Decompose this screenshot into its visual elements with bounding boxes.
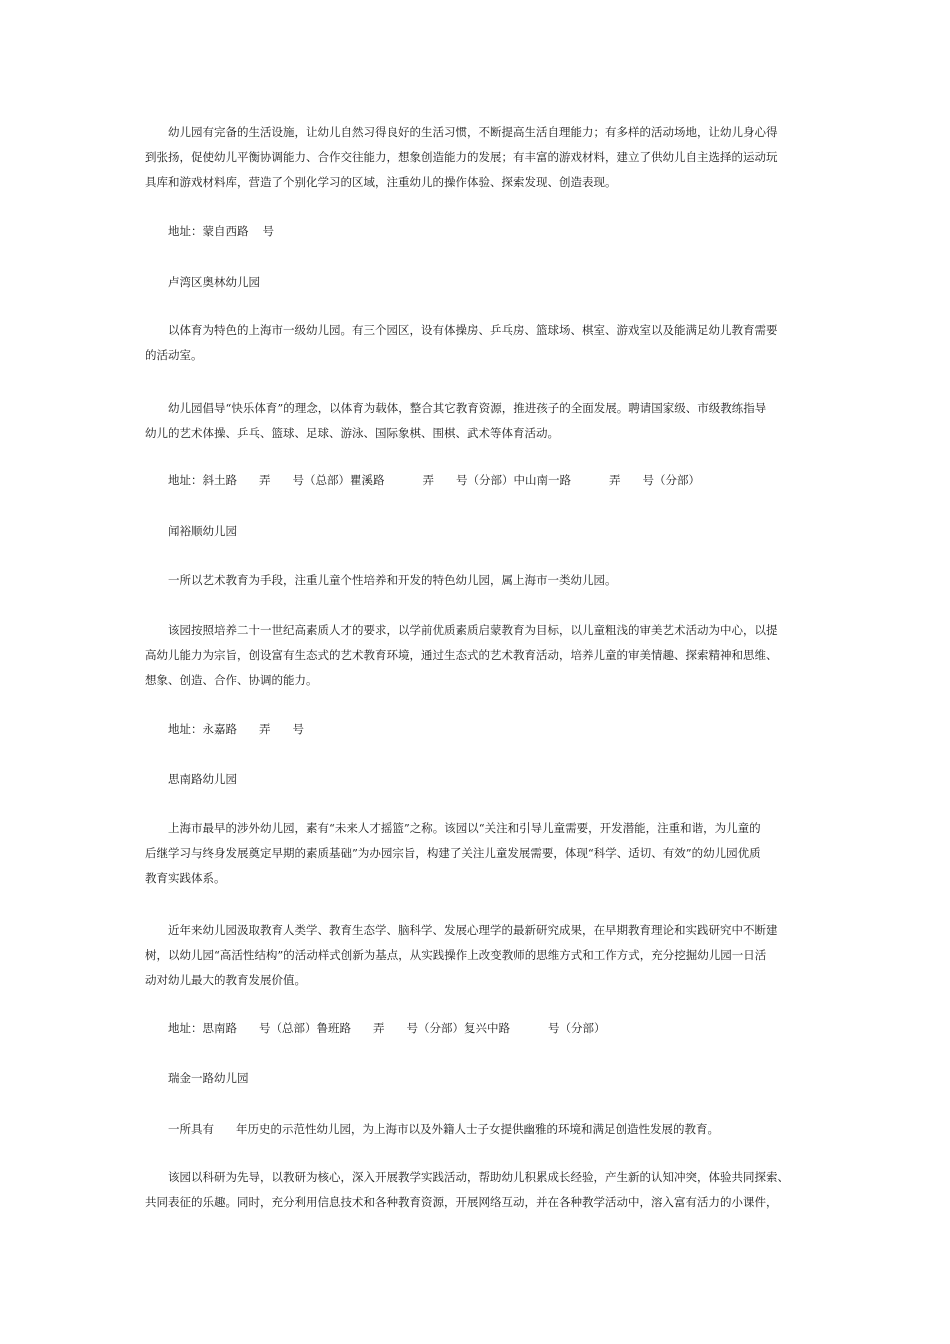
text-line: 上海市最早的涉外幼儿园，素有“未来人才摇篮”之称。该园以“关注和引导儿童需要，开发潜能，注重和谐，为儿童的 (168, 821, 761, 835)
kindergarten-name: 闻裕顺幼儿园 (168, 524, 237, 538)
address-text: 号（总部）鲁班路 (259, 1021, 351, 1035)
kindergarten-name: 卢湾区奥林幼儿园 (168, 275, 260, 289)
text-segment: 年历史的示范性幼儿园，为上海市以及外籍人士子女提供幽雅的环境和满足创造性发展的教育。 (236, 1122, 719, 1136)
text-line: 到张扬，促使幼儿平衡协调能力、合作交往能力，想象创造能力的发展；有丰富的游戏材料，建立了供幼儿自主选择的运动玩 (145, 149, 778, 164)
text-line: 高幼儿能力为宗旨，创设富有生态式的艺术教育环境，通过生态式的艺术教育活动，培养儿童的审美情趣、探索精神和思维、 (145, 647, 778, 662)
text-line: 该园以科研为先导，以教研为核心，深入开展教学实践活动，帮助幼儿积累成长经验，产生新的认知冲突，体验共同探索、 (168, 1170, 789, 1184)
address-text: 号（分部） (642, 473, 700, 487)
address-line (168, 719, 304, 739)
text-line: 以体育为特色的上海市一级幼儿园。有三个园区，设有体操房、乒乓房、篮球场、棋室、游戏室以及能满足幼儿教育需要 (168, 323, 778, 337)
text-line: 该园按照培养二十一世纪高素质人才的要求，以学前优质素质启蒙教育为目标，以儿童粗浅的审美艺术活动为中心，以提 (168, 623, 778, 637)
address-text: 弄 (259, 473, 271, 487)
address-text: 号（分部） (548, 1021, 606, 1035)
address-text: 地址：蒙自西路 (168, 224, 249, 238)
text-line: 后继学习与终身发展奠定早期的素质基础”为办园宗旨，构建了关注儿童发展需要，体现“科学、适切、有效”的幼儿园优质 (145, 845, 761, 860)
address-line (168, 221, 274, 241)
address-text: 弄 (609, 473, 621, 487)
address-text: 号 (262, 224, 274, 238)
kindergarten-name: 思南路幼儿园 (168, 772, 237, 786)
text-line: 幼儿园倡导“快乐体育”的理念，以体育为载体，整合其它教育资源，推进孩子的全面发展。聘请国家级、市级教练指导 (168, 401, 767, 415)
intro-paragraph (145, 318, 817, 368)
address-text: 弄 (373, 1021, 385, 1035)
address-line (168, 1018, 606, 1038)
address-text: 地址：斜土路 (168, 473, 237, 487)
address-text: 号（分部）中山南一路 (456, 473, 571, 487)
text-line: 的活动室。 (145, 347, 203, 362)
goal-paragraph (145, 618, 817, 692)
facility-paragraph (145, 120, 817, 194)
text-line: 幼儿的艺术体操、乒乓、篮球、足球、游泳、国际象棋、围棋、武术等体育活动。 (145, 425, 559, 440)
intro-paragraph (168, 1119, 719, 1139)
address-text: 地址：永嘉路 (168, 722, 237, 736)
address-text: 号（总部）瞿溪路 (292, 473, 385, 487)
address-text: 弄 (422, 473, 434, 487)
address-line (168, 470, 700, 490)
text-line: 想象、创造、合作、协调的能力。 (145, 672, 318, 687)
address-text: 地址：思南路 (168, 1021, 237, 1035)
text-segment: 一所具有 (168, 1122, 214, 1136)
text-line: 树，以幼儿园“高活性结构”的活动样式创新为基点，从实践操作上改变教师的思维方式和工作方式，充分挖掘幼儿园一日活 (145, 947, 767, 962)
text-line: 具库和游戏材料库，营造了个别化学习的区域，注重幼儿的操作体验、探索发现、创造表现。 (145, 174, 617, 189)
text-line: 共同表征的乐趣。同时，充分利用信息技术和各种教育资源，开展网络互动，并在各种教学活动中，溶入富有活力的小课件， (145, 1194, 778, 1209)
research-paragraph (145, 918, 817, 992)
address-text: 号 (292, 722, 304, 736)
text-line: 教育实践体系。 (145, 870, 226, 885)
address-text: 号（分部）复兴中路 (406, 1021, 510, 1035)
address-text: 弄 (259, 722, 271, 736)
text-line: 动对幼儿最大的教育发展价值。 (145, 972, 306, 987)
intro-paragraph: 一所以艺术教育为手段，注重儿童个性培养和开发的特色幼儿园，属上海市一类幼儿园。 (168, 573, 617, 587)
text-line: 近年来幼儿园汲取教育人类学、教育生态学、脑科学、发展心理学的最新研究成果，在早期教育理论和实践研究中不断建 (168, 923, 778, 937)
teaching-paragraph (145, 1165, 817, 1215)
history-paragraph (145, 816, 817, 890)
philosophy-paragraph (145, 396, 817, 446)
kindergarten-name: 瑞金一路幼儿园 (168, 1071, 249, 1085)
text-line: 幼儿园有完备的生活设施，让幼儿自然习得良好的生活习惯，不断提高生活自理能力；有多样的活动场地，让幼儿身心得 (168, 125, 778, 139)
